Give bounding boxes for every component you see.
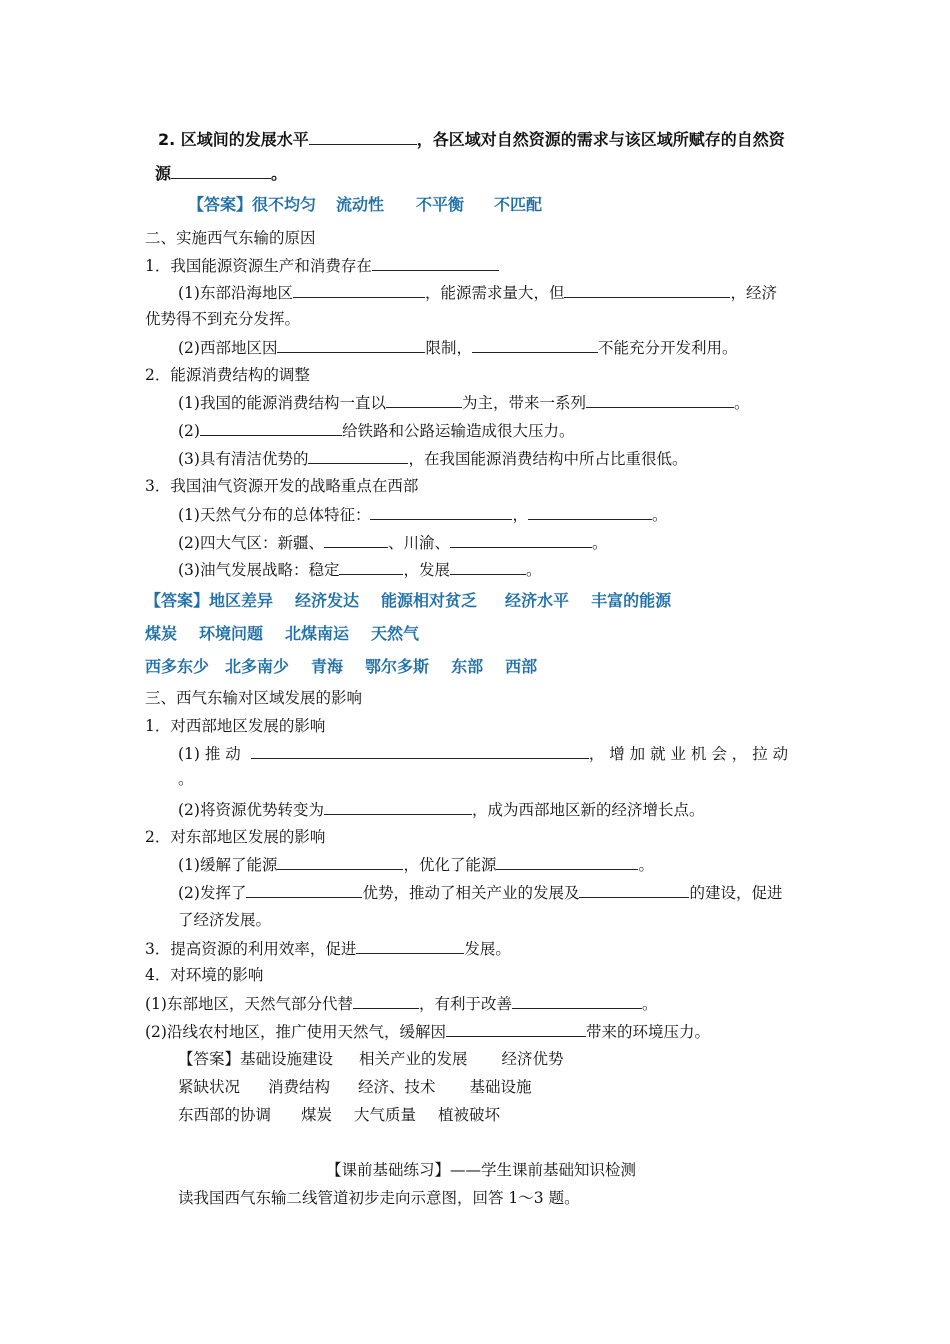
text: (1)天然气分布的总体特征： <box>178 506 371 524</box>
text: 、川渝、 <box>387 534 450 552</box>
answer-section-2-row-1 <box>145 590 671 612</box>
answer-item: 青海 <box>311 657 344 676</box>
text: (2)发挥了 <box>178 884 247 902</box>
text: ， <box>512 506 528 524</box>
blank[interactable] <box>324 798 472 815</box>
question-2-line-1 <box>158 128 785 151</box>
answer-item: 紧缺状况 <box>178 1078 241 1096</box>
text: (1) 推 动 <box>178 745 241 763</box>
answer-item: 不匹配 <box>494 195 543 214</box>
text: ，发展 <box>403 561 450 579</box>
answer-item: 大气质量 <box>354 1106 417 1124</box>
s2-item-2: 2．能源消费结构的调整 <box>145 366 310 384</box>
text: 。 <box>651 506 668 524</box>
blank[interactable] <box>564 281 730 298</box>
text: 。 <box>638 856 654 874</box>
text: 为主，带来一系列 <box>461 394 586 412</box>
text: 3．提高资源的利用效率，促进 <box>145 940 357 958</box>
answer-item: 北多南少 <box>225 657 290 676</box>
blank[interactable] <box>353 992 419 1009</box>
blank[interactable] <box>308 447 408 464</box>
answer-item: 基础设施 <box>469 1078 532 1096</box>
text: (1)我国的能源消费结构一直以 <box>178 394 386 412</box>
answer-item: 东部 <box>451 657 484 676</box>
s2-item-1-1-cont: 优势得不到充分发挥。 <box>145 310 301 328</box>
blank[interactable] <box>200 419 342 436</box>
blank[interactable] <box>528 503 652 520</box>
text: 限制， <box>425 339 472 357</box>
text: 。 <box>271 164 288 183</box>
text: 。 <box>733 394 750 412</box>
s2-item-1 <box>145 254 499 277</box>
s3-item-4-1 <box>145 992 658 1015</box>
answer-item: 能源相对贫乏 <box>381 591 478 610</box>
question-2-line-2 <box>155 162 287 185</box>
text: ，有利于改善 <box>418 995 512 1013</box>
text: (1)东部地区，天然气部分代替 <box>145 995 353 1013</box>
answer-item: 经济、技术 <box>358 1078 436 1096</box>
answer-item: 不平衡 <box>416 195 465 214</box>
text: (2)将资源优势转变为 <box>178 801 324 819</box>
s3-item-1-1 <box>178 742 788 765</box>
blank[interactable] <box>293 281 425 298</box>
blank[interactable] <box>324 531 388 548</box>
answer-item: 天然气 <box>371 624 420 643</box>
answer-item: 西部 <box>505 657 538 676</box>
text: 带来的环境压力。 <box>585 1023 710 1041</box>
text: ，能源需求量大，但 <box>424 284 565 302</box>
blank[interactable] <box>446 1020 586 1037</box>
blank[interactable] <box>370 503 512 520</box>
blank[interactable] <box>171 162 271 179</box>
s3-item-2-2-cont: 了经济发展。 <box>178 911 272 929</box>
answer-section-2-row-2 <box>145 623 419 645</box>
text: (1)东部沿海地区 <box>178 284 293 302</box>
answer-item: 鄂尔多斯 <box>365 657 430 676</box>
s3-item-1: 1．对西部地区发展的影响 <box>145 717 326 735</box>
answer-item: 西多东少 <box>145 657 210 676</box>
blank[interactable] <box>339 558 403 575</box>
blank[interactable] <box>277 853 403 870</box>
text: 发展。 <box>464 940 511 958</box>
s3-item-4-2 <box>145 1020 710 1043</box>
text: 给铁路和公路运输造成很大压力。 <box>341 422 575 440</box>
text: 。 <box>641 995 658 1013</box>
answer-item: 煤炭 <box>145 624 178 643</box>
text: ，优化了能源 <box>403 856 497 874</box>
blank[interactable] <box>450 558 526 575</box>
blank[interactable] <box>309 128 417 145</box>
text: ， 增 加 就 业 机 会 ， 拉 动 <box>588 745 789 763</box>
answer-item: 丰富的能源 <box>591 591 672 610</box>
text: ，在我国能源消费结构中所占比重很低。 <box>408 450 688 468</box>
answer-item: 植被破坏 <box>438 1106 501 1124</box>
s2-item-3-3 <box>178 558 542 581</box>
s3-item-2: 2．对东部地区发展的影响 <box>145 828 326 846</box>
text: (3)具有清洁优势的 <box>178 450 309 468</box>
s2-item-3-1 <box>178 503 668 526</box>
blank[interactable] <box>496 853 638 870</box>
s2-item-2-2 <box>178 419 574 442</box>
text: 优势，推动了相关产业的发展及 <box>362 884 580 902</box>
text: ，成为西部地区新的经济增长点。 <box>471 801 705 819</box>
s3-item-1-2 <box>178 798 704 821</box>
s3-item-2-1 <box>178 853 654 876</box>
answer-item: 经济水平 <box>505 591 570 610</box>
answer-item: 经济优势 <box>501 1050 564 1068</box>
answer-item: 东西部的协调 <box>178 1106 272 1124</box>
answer-item: 环境问题 <box>199 624 264 643</box>
text: (3)油气发展战略：稳定 <box>178 561 340 579</box>
blank[interactable] <box>251 742 589 759</box>
answer-item: 煤炭 <box>301 1106 333 1124</box>
text: ，各区域对自然资源的需求与该区域所赋存的自然资 <box>416 130 785 149</box>
answer-section-3-row-1 <box>178 1048 564 1070</box>
text: (2)沿线农村地区，推广使用天然气，缓解因 <box>145 1023 446 1041</box>
s2-item-1-2 <box>178 336 738 359</box>
text: (2)西部地区因 <box>178 339 278 357</box>
s2-item-2-1 <box>178 391 750 414</box>
section-2-heading: 二、实施西气东输的原因 <box>145 229 316 247</box>
s3-item-1-1-cont: 。 <box>178 770 194 788</box>
practice-title: 【课前基础练习】——学生课前基础知识检测 <box>326 1161 637 1179</box>
answer-section-3-row-3 <box>178 1104 500 1126</box>
blank[interactable] <box>277 336 425 353</box>
answer-section-1 <box>188 194 542 216</box>
text: (2)四大气区：新疆、 <box>178 534 324 552</box>
answer-item: 【答案】基础设施建设 <box>178 1050 334 1068</box>
answer-section-2-row-3 <box>145 656 537 678</box>
blank[interactable] <box>450 531 592 548</box>
s3-item-2-2 <box>178 881 783 904</box>
practice-intro: 读我国西气东输二线管道初步走向示意图，回答 1～3 题。 <box>178 1189 580 1207</box>
s2-item-3-2 <box>178 531 608 554</box>
text: (2) <box>178 422 200 440</box>
blank[interactable] <box>586 391 734 408</box>
text: (1)缓解了能源 <box>178 856 278 874</box>
answer-item: 北煤南运 <box>285 624 350 643</box>
answer-item: 【答案】地区差异 <box>145 591 274 610</box>
s2-item-3: 3．我国油气资源开发的战略重点在西部 <box>145 477 419 495</box>
s2-item-2-3 <box>178 447 687 470</box>
text: 2. 区域间的发展水平 <box>158 130 309 149</box>
s3-item-3 <box>145 937 511 960</box>
answer-item: 相关产业的发展 <box>359 1050 468 1068</box>
blank[interactable] <box>386 391 462 408</box>
text: 1．我国能源资源生产和消费存在 <box>145 257 372 275</box>
text: 。 <box>525 561 542 579</box>
s2-item-1-1 <box>178 281 777 304</box>
blank[interactable] <box>356 937 464 954</box>
text: 。 <box>591 534 608 552</box>
section-3-heading: 三、西气东输对区域发展的影响 <box>145 689 363 707</box>
blank[interactable] <box>372 254 499 271</box>
answer-section-3-row-2 <box>178 1076 532 1098</box>
s3-item-4: 4．对环境的影响 <box>145 966 264 984</box>
answer-item: 【答案】很不均匀 <box>188 195 317 214</box>
text: ，经济 <box>730 284 777 302</box>
blank[interactable] <box>579 881 689 898</box>
answer-item: 流动性 <box>336 195 385 214</box>
text: 不能充分开发利用。 <box>597 339 738 357</box>
blank[interactable] <box>472 336 598 353</box>
text: 源 <box>155 164 172 183</box>
blank[interactable] <box>512 992 642 1009</box>
answer-item: 经济发达 <box>295 591 360 610</box>
text: 的建设，促进 <box>689 884 783 902</box>
blank[interactable] <box>246 881 362 898</box>
answer-item: 消费结构 <box>268 1078 331 1096</box>
